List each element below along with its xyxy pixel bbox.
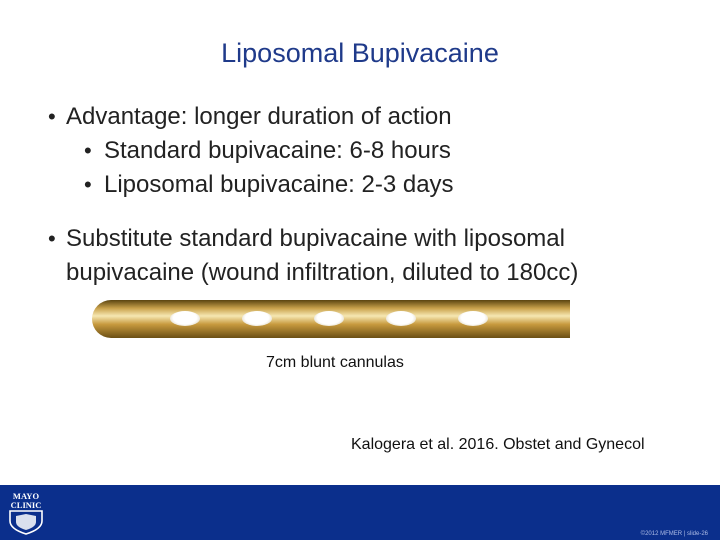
image-caption: 7cm blunt cannulas [266,354,404,371]
cannula-hole [170,311,200,326]
copyright-text: ©2012 MFMER | slide-26 [640,531,708,537]
bullet-list [48,100,688,290]
sub-bullet-liposomal: • Liposomal bupivacaine: 2-3 days [48,168,688,202]
bullet-advantage: • Advantage: longer duration of action [48,100,688,134]
logo-text-clinic: CLINIC [10,500,42,510]
bullet-gap [48,202,688,222]
mayo-clinic-shield-icon [6,489,46,535]
cannula-hole [458,311,488,326]
cannula-hole [386,311,416,326]
bullet-substitute-line2: bupivacaine (wound infiltration, diluted to 180cc) [66,259,579,286]
cannula-hole [242,311,272,326]
bullet-substitute [48,222,688,290]
slide-title: Liposomal Bupivacaine [221,38,499,68]
sub-bullet-standard: • Standard bupivacaine: 6-8 hours [48,134,688,168]
citation: Kalogera et al. 2016. Obstet and Gynecol [351,436,645,453]
bullet-substitute-line1: Substitute standard bupivacaine with liposomal [66,225,565,252]
cannula-hole [314,311,344,326]
cannula-image [92,300,570,338]
logo-text-mayo: MAYO [12,491,40,501]
footer-band [0,485,720,540]
